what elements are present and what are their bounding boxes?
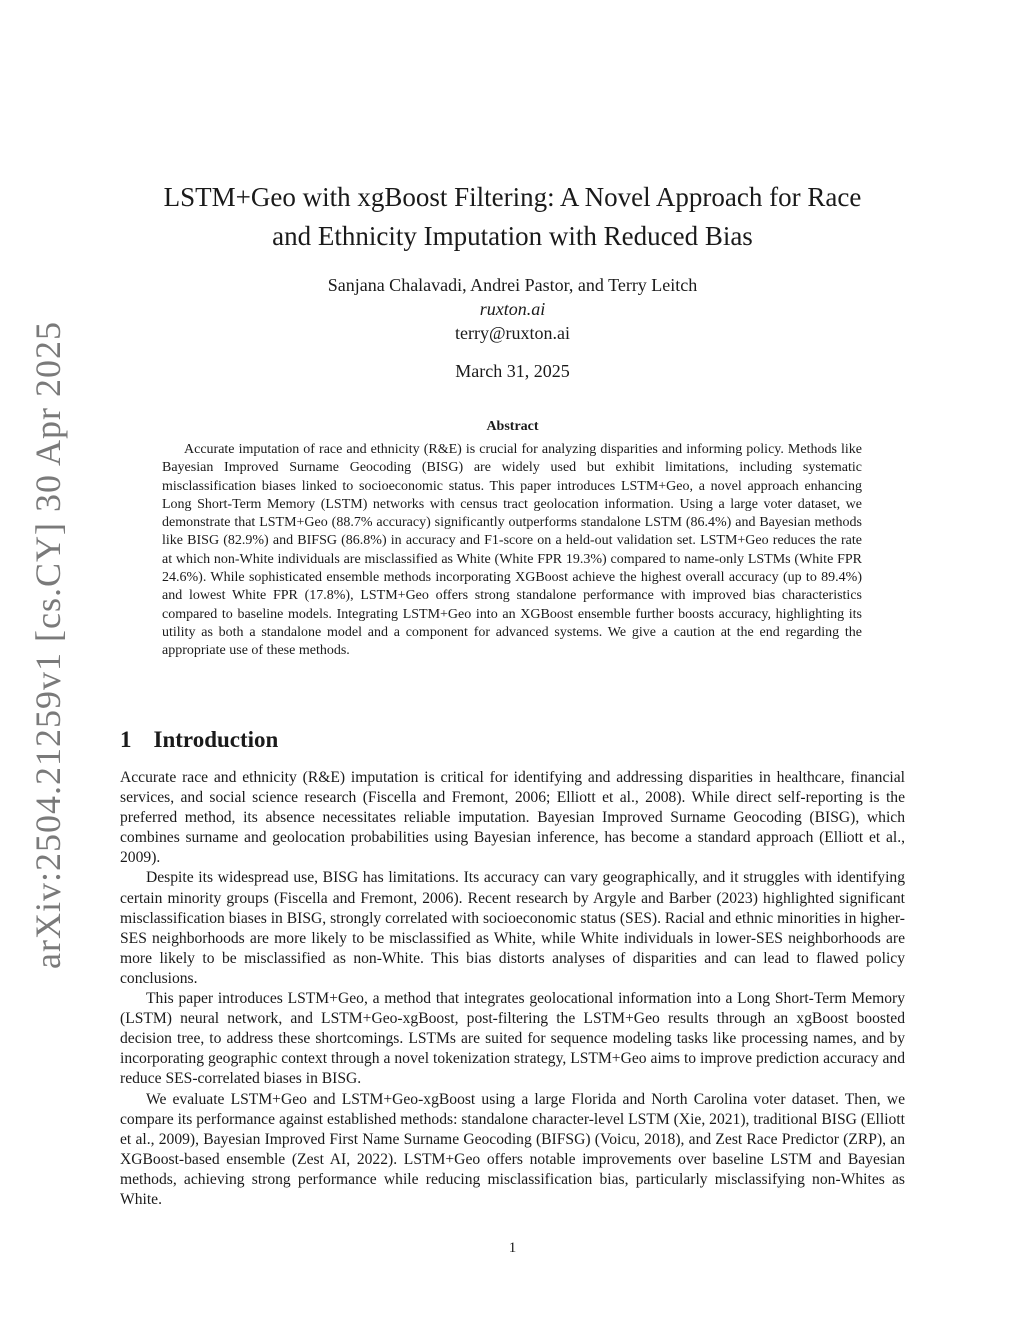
abstract-text: Accurate imputation of race and ethnicity (R&E) is crucial for analyzing disparities and informing policy. Methods like Bayesian Improved Surname Geocoding (BISG) are widely used but exhibit limitations, including systematic misclassification biases linked to socioeconomic status. This paper introduces LSTM+Geo, a novel approach enhancing Long Short-Term Memory (LSTM) networks with census tract geolocation information. Using a large voter dataset, we demonstrate that LSTM+Geo (88.7% accuracy) significantly outperforms standalone LSTM (86.4%) and Bayesian methods like BISG (82.9%) and BIFSG (86.8%) in accuracy and F1-score on a held-out validation set. LSTM+Geo reduces the rate at which non-White individuals are misclassified as White (White FPR 19.3%) compared to name-only LSTMs (White FPR 24.6%). While sophisticated ensemble methods incorporating XGBoost achieve the highest overall accuracy (up to 89.4%) and lowest White FPR (17.8%), LSTM+Geo offers strong standalone performance with improved bias characteristics compared to baseline models. Integrating LSTM+Geo into an XGBoost ensemble further boosts accuracy, highlighting its utility as both a standalone model and a component for advanced systems. We give a caution at the end regarding the appropriate use of these methods.	[162, 442, 862, 659]
paragraph: We evaluate LSTM+Geo and LSTM+Geo-xgBoost using a large Florida and North Carolina voter dataset. Then, we compare its performance against established methods: standalone character-level LSTM (Xie, 2021), traditional BISG (Elliott et al., 2009), Bayesian Improved First Name Surname Geocoding (BIFSG) (Voicu, 2018), and Zest Race Predictor (ZRP), an XGBoost-based ensemble (Zest AI, 2022). LSTM+Geo offers notable improvements over baseline LSTM and Bayesian methods, achieving strong performance while reducing misclassification bias, particularly misclassifying non-Whites as White.	[120, 1090, 905, 1208]
section-heading	[120, 727, 278, 753]
arxiv-identifier-stamp: arXiv:2504.21259v1 [cs.CY] 30 Apr 2025	[28, 321, 68, 969]
page-number: 1	[508, 1240, 517, 1256]
paragraph: This paper introduces LSTM+Geo, a method that integrates geolocational information into a Long Short-Term Memory (LSTM) neural network, and LSTM+Geo-xgBoost, post-filtering the LSTM+Geo results through an xgBoost boosted decision tree, to address these shortcomings. LSTMs are suited for sequence modeling tasks like processing names, and by incorporating geographic context through a novel tokenization strategy, LSTM+Geo aims to improve prediction accuracy and reduce SES-correlated biases in BISG.	[120, 990, 905, 1088]
section-number: 1	[120, 727, 132, 752]
title-line-1: LSTM+Geo with xgBoost Filtering: A Novel Approach for Race	[163, 182, 862, 212]
author-block	[120, 273, 905, 345]
paragraph: Despite its widespread use, BISG has limitations. Its accuracy can vary geographically, and it struggles with identifying certain minority groups (Fiscella and Fremont, 2006). Recent research by Argyle and Barber (2023) highlighted significant misclassification biases in BISG, strongly correlated with socioeconomic status (SES). Racial and ethnic minorities in higher-SES neighborhoods are more likely to be misclassified as White, while White individuals in lower-SES neighborhoods are more likely to be misclassified as non-White. This bias distorts analyses of disparities and can lead to flawed policy conclusions.	[120, 869, 905, 987]
abstract-heading: Abstract	[486, 419, 539, 434]
author-email: terry@ruxton.ai	[454, 323, 571, 343]
author-names: Sanjana Chalavadi, Andrei Pastor, and Terry Leitch	[327, 275, 698, 295]
paragraph: Accurate race and ethnicity (R&E) imputation is critical for identifying and addressing disparities in healthcare, financial services, and social science research (Fiscella and Fremont, 2006; Elliott et al., 2008). While direct self-reporting is the preferred method, its absence necessitates reliable imputation. Bayesian Improved Surname Geocoding (BISG), which combines surname and geolocation probabilities using Bayesian inference, has become a standard approach (Elliott et al., 2009).	[120, 769, 905, 867]
section-title: Introduction	[153, 727, 279, 752]
affiliation: ruxton.ai	[479, 299, 546, 319]
paper-date: March 31, 2025	[455, 361, 570, 381]
title-line-2: and Ethnicity Imputation with Reduced Bias	[272, 221, 753, 251]
paper-title	[120, 178, 905, 256]
section-body	[120, 768, 905, 1210]
